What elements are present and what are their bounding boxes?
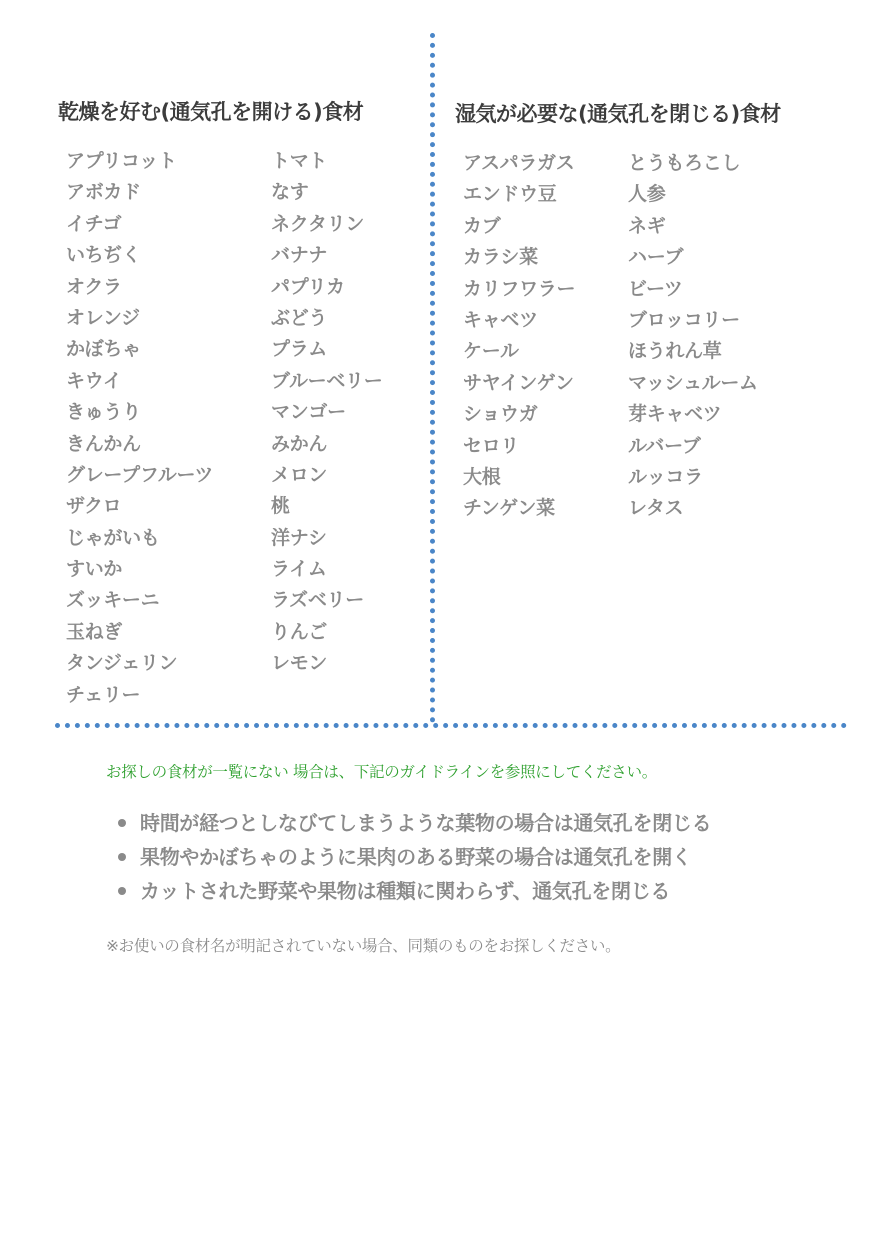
food-item: 洋ナシ bbox=[271, 526, 327, 549]
food-item: レタス bbox=[628, 497, 684, 520]
food-item: ルバーブ bbox=[628, 434, 701, 457]
food-item: イチゴ bbox=[66, 212, 122, 235]
humid-foods-list-col1 bbox=[463, 148, 575, 525]
food-item: すいか bbox=[66, 558, 123, 581]
food-item: パプリカ bbox=[271, 275, 345, 298]
food-item: きゅうり bbox=[66, 401, 141, 424]
food-item: アボカド bbox=[66, 181, 141, 204]
bullet-icon bbox=[118, 887, 126, 895]
food-item: チェリー bbox=[66, 683, 141, 706]
guideline-text: 時間が経つとしなびてしまうような葉物の場合は通気孔を閉じる bbox=[140, 811, 712, 835]
food-item: グレープフルーツ bbox=[66, 463, 214, 486]
food-item: 桃 bbox=[271, 495, 290, 518]
food-item: ネギ bbox=[628, 214, 666, 237]
food-item: いちぢく bbox=[66, 244, 141, 267]
horizontal-divider bbox=[55, 723, 847, 728]
food-item: ほうれん草 bbox=[628, 340, 722, 363]
food-item: じゃがいも bbox=[66, 526, 160, 549]
food-item: ハーブ bbox=[628, 246, 684, 269]
food-item: ぶどう bbox=[271, 306, 328, 329]
guideline-text: 果物やかぼちゃのように果肉のある野菜の場合は通気孔を開く bbox=[140, 845, 692, 869]
humid-foods-heading: 湿気が必要な(通気孔を閉じる)食材 bbox=[455, 102, 781, 126]
food-item: ザクロ bbox=[66, 495, 122, 518]
food-item: ケール bbox=[463, 340, 519, 363]
food-item: キャベツ bbox=[463, 308, 538, 331]
food-item: メロン bbox=[271, 463, 328, 486]
food-item: レモン bbox=[271, 652, 328, 675]
food-item: 玉ねぎ bbox=[66, 620, 123, 643]
food-item: きんかん bbox=[66, 432, 141, 455]
food-item: ショウガ bbox=[463, 403, 538, 426]
food-item: かぼちゃ bbox=[66, 338, 141, 361]
vertical-divider bbox=[430, 33, 435, 723]
food-item: ズッキーニ bbox=[66, 589, 160, 612]
guideline-item bbox=[118, 806, 711, 840]
food-item: カブ bbox=[463, 214, 501, 237]
food-item: ネクタリン bbox=[271, 212, 365, 235]
bullet-icon bbox=[118, 853, 126, 861]
footnote: ※お使いの食材名が明記されていない場合、同類のものをお探しください。 bbox=[106, 937, 621, 955]
food-item: カラシ菜 bbox=[463, 246, 538, 269]
food-item: マッシュルーム bbox=[628, 371, 758, 394]
humid-foods-list-col2 bbox=[628, 148, 758, 525]
food-item: オクラ bbox=[66, 275, 122, 298]
food-item: アプリコット bbox=[66, 150, 177, 172]
food-item: 芽キャベツ bbox=[628, 403, 722, 426]
food-item: ルッコラ bbox=[628, 465, 703, 488]
food-item: エンドウ豆 bbox=[463, 183, 557, 206]
guideline-item bbox=[118, 840, 711, 874]
food-item: とうもろこし bbox=[628, 152, 741, 174]
guideline-text: カットされた野菜や果物は種類に関わらず、通気孔を閉じる bbox=[140, 879, 671, 903]
dry-foods-list-col1 bbox=[66, 146, 213, 711]
food-item: マンゴー bbox=[271, 401, 346, 424]
food-item: りんご bbox=[271, 620, 328, 643]
dry-foods-heading: 乾燥を好む(通気孔を開ける)食材 bbox=[58, 100, 364, 124]
food-item: ブルーベリー bbox=[271, 369, 383, 392]
food-item: サヤインゲン bbox=[463, 371, 574, 394]
food-item: キウイ bbox=[66, 369, 122, 392]
food-item: カリフワラー bbox=[463, 277, 576, 300]
food-item: なす bbox=[271, 181, 309, 204]
food-item: ライム bbox=[271, 558, 327, 581]
guideline-note: お探しの食材が一覧にない 場合は、下記のガイドラインを参照にしてください。 bbox=[106, 763, 657, 781]
food-item: みかん bbox=[271, 432, 328, 455]
food-item: 人参 bbox=[628, 183, 666, 206]
guideline-list bbox=[118, 806, 711, 908]
food-item: トマト bbox=[271, 150, 328, 172]
dry-foods-list-col2 bbox=[271, 146, 382, 680]
food-item: タンジェリン bbox=[66, 652, 178, 675]
food-item: オレンジ bbox=[66, 306, 140, 329]
guideline-item bbox=[118, 874, 711, 908]
food-item: ブロッコリー bbox=[628, 308, 740, 331]
food-item: ラズベリー bbox=[271, 589, 364, 612]
food-item: プラム bbox=[271, 338, 327, 361]
food-item: アスパラガス bbox=[463, 152, 575, 174]
food-item: 大根 bbox=[463, 465, 501, 488]
food-item: ビーツ bbox=[628, 277, 683, 300]
bullet-icon bbox=[118, 819, 126, 827]
food-item: セロリ bbox=[463, 434, 520, 457]
food-item: バナナ bbox=[271, 244, 328, 267]
food-item: チンゲン菜 bbox=[463, 497, 555, 520]
